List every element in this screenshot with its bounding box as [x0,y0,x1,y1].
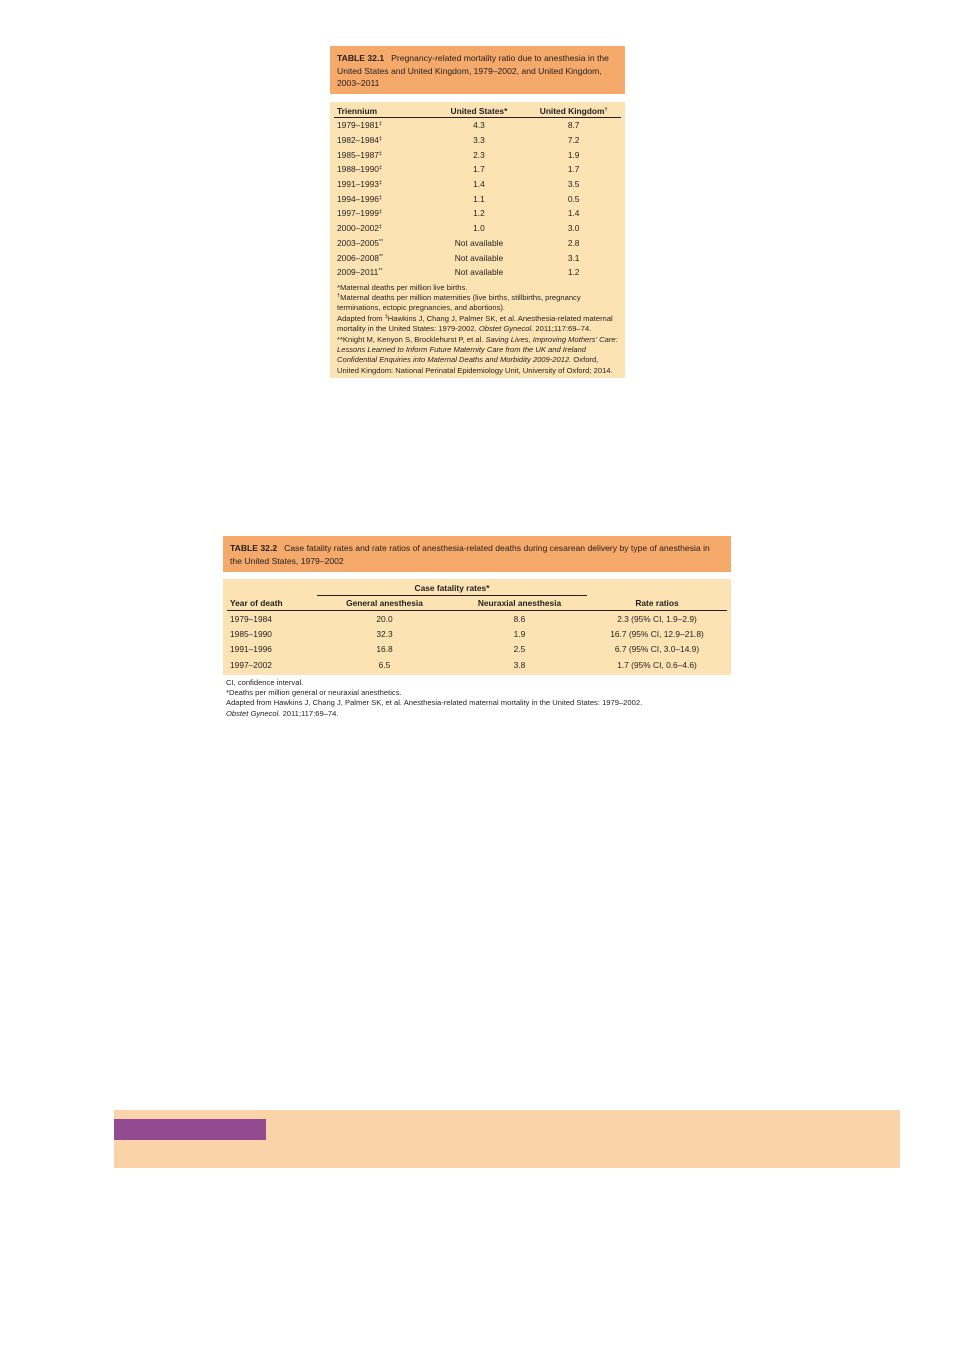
table-row [227,626,727,641]
table-32-2-header [223,536,731,572]
note-maternities: †Maternal deaths per million maternities (live births, stillbirths, pregnancy terminations, ectopic pregnancies, and abortions). [337,292,581,313]
cell-united-kingdom: 1.7 [567,164,580,175]
cell-triennium: 2000–2002‡ [337,223,382,234]
section-tab [114,1119,266,1140]
table-row [334,162,621,177]
note-deaths-per-million: *Deaths per million general or neuraxial anesthetics. [226,687,402,697]
cell-united-states: 2.3 [473,149,485,160]
note-source-hawkins: Adapted from ‡Hawkins J, Chang J, Palmer SK, et al. Anesthesia-related maternal mortality in the United States: 1979-2002. Obstet Gynecol. 2011;117:69–74. [337,313,613,334]
table-32-1 [330,46,625,378]
cell-united-kingdom: 7.2 [567,135,580,146]
cell-neuraxial-anesthesia: 8.6 [513,613,526,624]
cell-general-anesthesia: 6.5 [378,659,391,670]
cell-rate-ratios: 2.3 (95% CI, 1.9–2.9) [617,613,697,624]
note-source-knight: **Knight M, Kenyon S, Brocklehurst P, et al. Saving Lives, Improving Mothers' Care: Lessons Learned to Inform Future Maternity Care from the UK and Ireland Confidential Enquiries into Maternal Deaths and Morbidity 2009-2012. Oxford, United Kingdom: National Perinatal Epidemiology Unit, University of Oxford; 2014. [337,334,618,375]
table-row [334,236,621,251]
table-row [227,642,727,657]
col-triennium: Triennium [334,104,432,118]
table-32-2 [223,536,731,719]
cell-united-kingdom: 0.5 [567,193,580,204]
cell-triennium: 1985–1987‡ [337,149,382,160]
table-32-1-body [330,102,625,378]
cell-united-states: 1.1 [473,193,485,204]
table-row [334,177,621,192]
col-neuraxial-anesthesia: Neuraxial anesthesia [452,596,587,611]
col-year-of-death: Year of death [227,596,317,611]
table-row [334,147,621,162]
cell-neuraxial-anesthesia: 1.9 [513,629,526,640]
cell-united-kingdom: 2.8 [567,237,580,248]
cell-united-states: 1.0 [473,223,485,234]
table-32-2-header-row [227,596,727,611]
cell-triennium: 1994–1996‡ [337,193,382,204]
table-32-1-header-row [334,104,621,118]
cell-united-states: Not available [454,267,504,278]
table-row [334,221,621,236]
cell-united-kingdom: 1.9 [567,149,580,160]
cell-triennium: 1982–1984‡ [337,135,382,146]
col-general-anesthesia: General anesthesia [317,596,452,611]
cell-triennium: 1991–1993‡ [337,179,382,190]
table-row [334,250,621,265]
cell-united-states: 3.3 [473,135,485,146]
cell-rate-ratios: 1.7 (95% CI, 0.6–4.6) [617,659,697,670]
cell-general-anesthesia: 20.0 [376,613,393,624]
cell-year-of-death: 1997–2002 [230,659,272,670]
cell-united-kingdom: 3.0 [567,223,580,234]
table-32-2-title: Case fatality rates and rate ratios of anesthesia-related deaths during cesarean delivery by type of anesthesia in the United States, 1979–2002 [230,543,710,566]
cell-united-kingdom: 1.4 [567,208,580,219]
table-row [334,133,621,148]
cell-general-anesthesia: 32.3 [376,629,393,640]
cell-year-of-death: 1991–1996 [230,644,272,655]
col-group-case-fatality: Case fatality rates* [317,581,587,596]
cell-triennium: 1979–1981‡ [337,120,382,131]
cell-united-states: 1.2 [473,208,485,219]
table-32-1-number: TABLE 32.1 [337,53,385,63]
note-live-births: *Maternal deaths per million live births. [337,282,468,292]
table-32-1-header [330,46,625,94]
cell-year-of-death: 1985–1990 [230,629,272,640]
table-row [227,657,727,672]
cell-neuraxial-anesthesia: 3.8 [513,659,526,670]
cell-triennium: 2009–2011** [337,267,383,278]
table-row [227,611,727,627]
table-32-1-grid [334,104,621,280]
table-32-2-grid [227,581,727,673]
cell-united-states: Not available [454,252,504,263]
table-32-2-number: TABLE 32.2 [230,543,278,553]
cell-year-of-death: 1979–1984 [230,613,272,624]
cell-united-states: Not available [454,237,504,248]
cell-triennium: 2003–2005** [337,237,384,248]
cell-rate-ratios: 6.7 (95% CI, 3.0–14.9) [614,644,700,655]
cell-triennium: 2006–2008** [337,252,384,263]
table-32-1-title: Pregnancy-related mortality ratio due to anesthesia in the United States and United Kingdom, 1979–2002, and United Kingdom, 2003–2011 [337,53,609,88]
cell-rate-ratios: 16.7 (95% CI, 12.9–21.8) [610,629,704,640]
cell-triennium: 1988–1990‡ [337,164,382,175]
table-32-2-body [223,579,731,675]
cell-general-anesthesia: 16.8 [376,644,393,655]
cell-united-states: 1.7 [473,164,485,175]
cell-united-states: 4.3 [473,120,485,131]
cell-neuraxial-anesthesia: 2.5 [513,644,526,655]
table-32-1-notes [334,280,621,377]
cell-united-kingdom: 1.2 [567,267,580,278]
cell-united-states: 1.4 [473,179,485,190]
table-row [334,191,621,206]
col-united-kingdom: United Kingdom† [526,104,621,118]
table-row [334,206,621,221]
table-32-2-notes [223,675,731,720]
cell-triennium: 1997–1999‡ [337,208,382,219]
table-row [334,265,621,280]
table-32-2-group-row [227,581,727,596]
col-rate-ratios: Rate ratios [587,596,727,611]
cell-united-kingdom: 3.5 [567,179,580,190]
table-row [334,118,621,133]
col-united-states: United States* [432,104,527,118]
cell-united-kingdom: 8.7 [567,120,580,131]
note-source: Adapted from Hawkins J, Chang J, Palmer SK, et al. Anesthesia-related maternal mortality in the United States: 1979–2002. Obstet Gynecol. 2011;117:69–74. [226,698,643,718]
note-ci: CI, confidence interval. [226,677,304,687]
cell-united-kingdom: 3.1 [567,252,580,263]
